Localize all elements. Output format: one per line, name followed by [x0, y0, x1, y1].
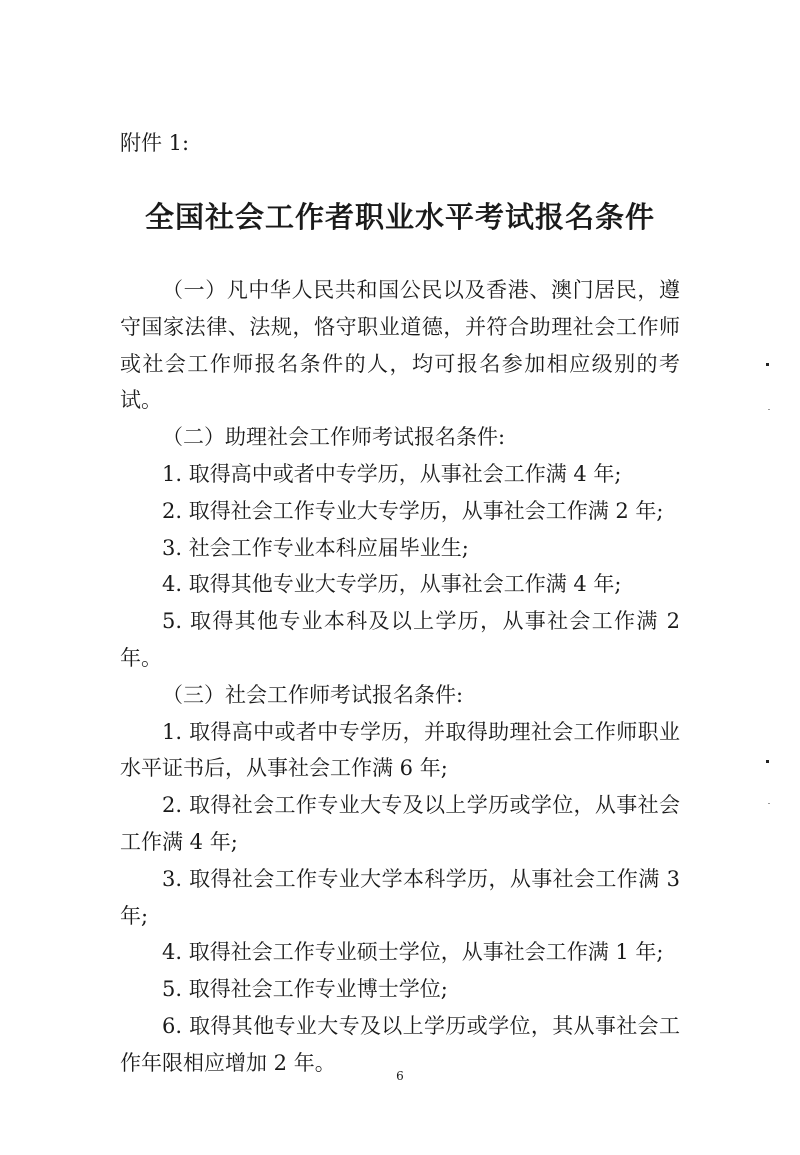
assistant-condition-2: 2. 取得社会工作专业大专学历，从事社会工作满 2 年;: [162, 498, 664, 523]
social-worker-condition-3: 3. 取得社会工作专业大学本科学历，从事社会工作满 3 年;: [120, 866, 680, 928]
scan-mark-dot: [766, 363, 769, 366]
document-title: 全国社会工作者职业水平考试报名条件: [144, 200, 655, 234]
assistant-condition-3: 3. 社会工作专业本科应届毕业生;: [162, 535, 469, 560]
social-worker-condition-6: 6. 取得其他专业大专及以上学历或学位，其从事社会工作年限相应增加 2 年。: [120, 1013, 680, 1075]
assistant-condition-5: 5. 取得其他专业本科及以上学历，从事社会工作满 2 年。: [120, 609, 680, 670]
scan-mark-tick: [768, 803, 770, 804]
document-body: [120, 272, 680, 1082]
scan-mark-dot: [766, 760, 769, 763]
social-worker-condition-4: 4. 取得社会工作专业硕士学位，从事社会工作满 1 年;: [162, 940, 664, 965]
page-number: 6: [396, 1069, 404, 1083]
social-worker-condition-1: 1. 取得高中或者中专学历，并取得助理社会工作师职业水平证书后，从事社会工作满 6 年;: [120, 719, 680, 781]
heading-assistant-social-worker-conditions: （二）助理社会工作师考试报名条件:: [162, 425, 506, 450]
social-worker-condition-2: 2. 取得社会工作专业大专及以上学历或学位，从事社会工作满 4 年;: [120, 793, 680, 854]
scan-mark-tick: [768, 409, 770, 410]
assistant-condition-4: 4. 取得其他专业大专学历，从事社会工作满 4 年;: [162, 572, 622, 597]
attachment-label: 附件 1:: [120, 131, 190, 155]
assistant-condition-1: 1. 取得高中或者中专学历，从事社会工作满 4 年;: [162, 461, 622, 486]
social-worker-condition-5: 5. 取得社会工作专业博士学位;: [162, 977, 448, 1002]
paragraph-general-eligibility: （一）凡中华人民共和国公民以及香港、澳门居民，遵守国家法律、法规，恪守职业道德，并符合助理社会工作师或社会工作师报名条件的人，均可报名参加相应级别的考试。: [120, 278, 680, 413]
heading-social-worker-conditions: （三）社会工作师考试报名条件:: [162, 682, 464, 707]
